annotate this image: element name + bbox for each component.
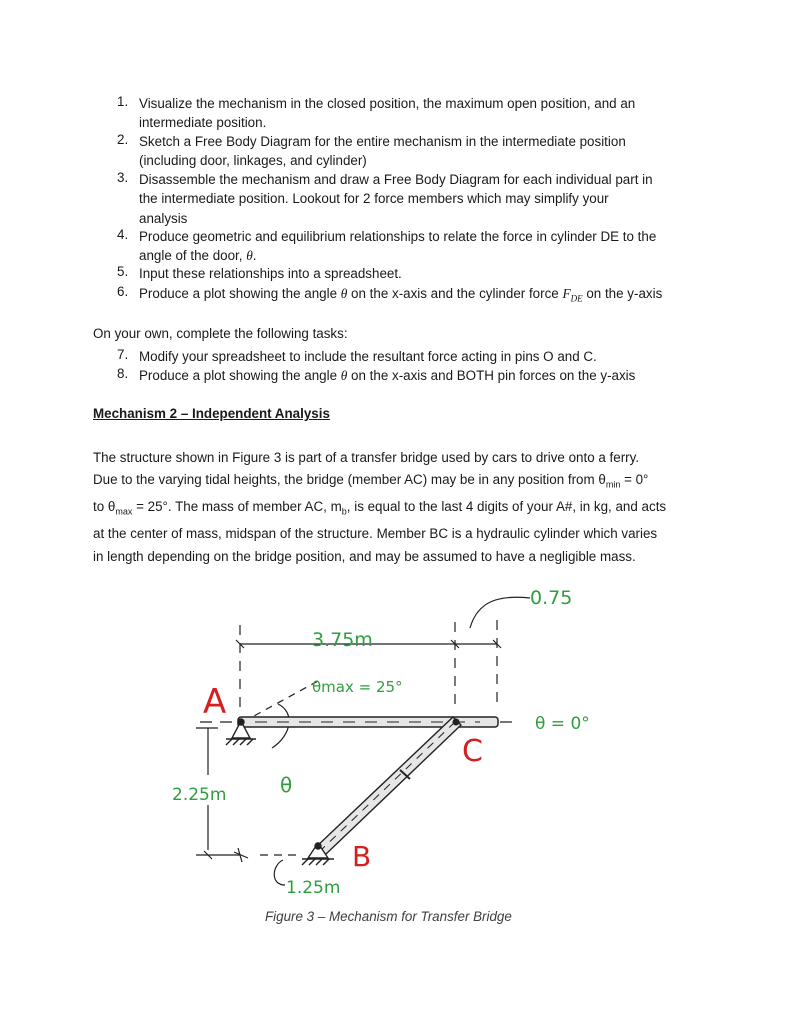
figure-caption: Figure 3 – Mechanism for Transfer Bridge [265,909,512,924]
list-item-text: the intermediate position. Lookout for 2 force members which may simplify your [139,191,609,207]
description-paragraph: The structure shown in Figure 3 is part of a transfer bridge used by cars to drive onto a ferry. Due to the varying tidal heights, the bridge (member AC) may be in any position from $\theta_{min} = 0^\circ$ to $\theta_{max} = 25^\circ$. The mass of member AC, $m_b$, is equal to the last 4 digits of your A#, in kg, and acts at the center of mass, midspan of the structure. Member BC is a hydraulic cylinder which varies in length depending on the bridge position, and may be assumed to have a negligible mass. [93,450,667,564]
label-a: A [203,682,227,722]
list-item-text: intermediate position. [139,115,267,131]
dim-right-label: 0.75 [530,587,573,609]
intro-text: On your own, complete the following tasks: [93,326,348,341]
theta-label: θ [280,773,293,797]
list-item-text: analysis [139,210,188,226]
list-item-text: (including door, linkages, and cylinder) [139,153,367,169]
theta-zero-label: θ = 0° [535,714,590,734]
list-item-text: Disassemble the mechanism and draw a Free Body Diagram for each individual part in [139,172,653,187]
dim-left-label: 2.25m [172,785,227,805]
theta-max-line [243,681,318,722]
hydraulic-cylinder-bc [315,717,461,855]
section-heading: Mechanism 2 – Independent Analysis [93,406,330,421]
label-b: B [352,840,372,873]
theta-symbol: θ [246,248,253,264]
label-c: C [462,734,483,769]
theta-max-label: θmax = 25° [312,678,403,696]
theta-symbol: θ [340,368,348,383]
force-symbol: F [562,286,571,301]
dim-top-label: 3.75m [312,629,373,651]
pin-c [453,719,460,726]
list-item-text: Produce geometric and equilibrium relationships to relate the force in cylinder DE to the [139,229,657,244]
list-item-text: Modify your spreadsheet to include the resultant force acting in pins O and C. [139,349,597,364]
dim-bottom-label: 1.25m [286,878,341,898]
list-item-text: Sketch a Free Body Diagram for the entire mechanism in the intermediate position [139,134,626,149]
list-item-text: Visualize the mechanism in the closed position, the maximum open position, and an [139,96,636,111]
theta-symbol: θ [340,286,348,301]
list-item-text: Input these relationships into a spreadsheet. [139,266,402,281]
